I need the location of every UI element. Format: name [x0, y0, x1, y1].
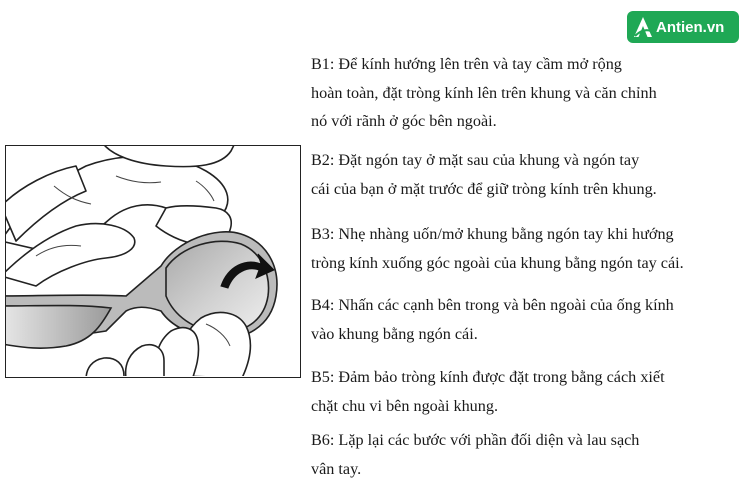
step-4-line-1: B4: Nhấn các cạnh bên trong và bên ngoài của ống kính	[311, 296, 674, 314]
step-5-line-2: chặt chu vi bên ngoài khung.	[311, 396, 499, 415]
brand-logo-icon	[633, 16, 653, 38]
step-3-line-1: B3: Nhẹ nhàng uốn/mở khung bằng ngón tay khi hướng	[311, 225, 674, 243]
step-4	[311, 291, 746, 348]
brand-name: Antien.vn	[656, 18, 725, 36]
step-3	[311, 220, 746, 277]
step-2-line-2: cái của bạn ở mặt trước để giữ tròng kính trên khung.	[311, 179, 657, 198]
step-2-line-1: B2: Đặt ngón tay ở mặt sau của khung và ngón tay	[311, 151, 640, 169]
step-5	[311, 363, 746, 420]
step-6-line-1: B6: Lặp lại các bước với phần đối diện và lau sạch	[311, 431, 640, 449]
step-3-line-2: tròng kính xuống góc ngoài của khung bằng ngón tay cái.	[311, 253, 684, 272]
step-6	[311, 426, 746, 483]
step-1-line-3: nó với rãnh ở góc bên ngoài.	[311, 112, 497, 130]
step-4-line-2: vào khung bằng ngón cái.	[311, 324, 478, 343]
step-1	[311, 50, 746, 136]
glasses-lens-insertion-icon	[6, 146, 299, 376]
step-2	[311, 146, 746, 203]
step-6-line-2: vân tay.	[311, 459, 362, 478]
step-1-line-2: hoàn toàn, đặt tròng kính lên trên khung và căn chỉnh	[311, 83, 657, 102]
lens-insertion-illustration	[5, 145, 301, 378]
brand-logo[interactable]	[627, 11, 739, 43]
step-1-line-1: B1: Để kính hướng lên trên và tay cầm mở rộng	[311, 55, 622, 73]
step-5-line-1: B5: Đảm bảo tròng kính được đặt trong bằng cách xiết	[311, 368, 665, 386]
